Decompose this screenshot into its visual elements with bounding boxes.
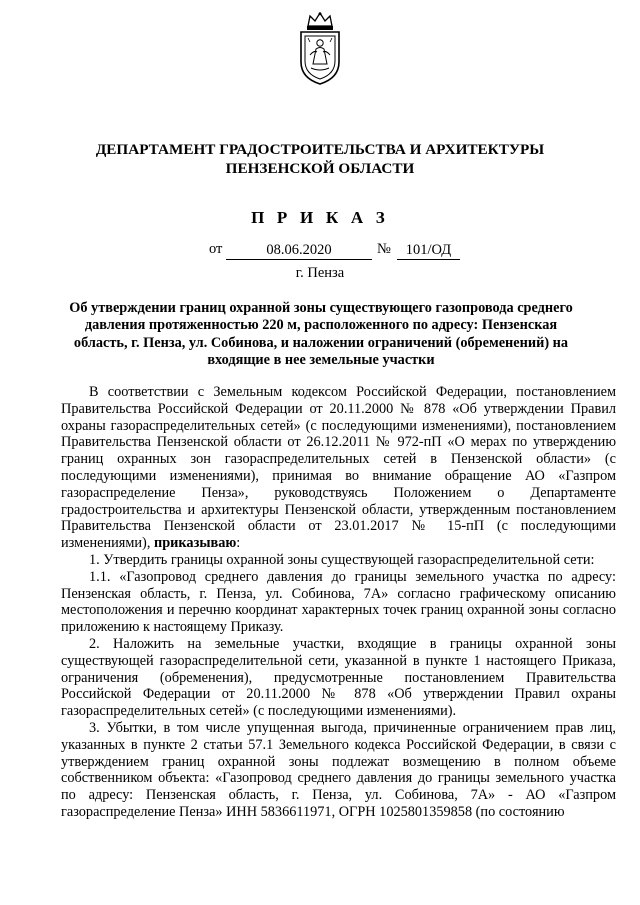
date-number-line bbox=[0, 241, 640, 263]
document-body bbox=[61, 384, 616, 821]
from-label: от bbox=[209, 241, 223, 257]
document-date: 08.06.2020 bbox=[226, 241, 372, 260]
paragraph-item-2: 2. Наложить на земельные участки, входящие в границы охранной зоны существующей газораспределительной сети, указанной в пункте 1 настоящего Приказа, ограничения (обременения), предусмотренные постановлением Правительства Российской Федерации от 20.11.2000 № 878 «Об утверждении Правил охраны газораспределительных сетей» (с последующими изменениями). bbox=[61, 635, 616, 720]
document-title: Об утверждении границ охранной зоны существующего газопровода среднего давления протяженностью 220 м, расположенного по адресу: Пензенская область, г. Пенза, ул. Собинова, и наложении ограничений (обременений) на входящие в нее земельные участки bbox=[69, 300, 573, 368]
department-line-1: ДЕПАРТАМЕНТ ГРАДОСТРОИТЕЛЬСТВА И АРХИТЕКТУРЫ bbox=[95, 141, 545, 158]
city: г. Пенза bbox=[295, 265, 345, 281]
order-keyword: приказываю bbox=[153, 535, 237, 552]
department-line-2: ПЕНЗЕНСКОЙ ОБЛАСТИ bbox=[225, 160, 415, 177]
document-type: П Р И К А З bbox=[251, 208, 389, 227]
department-name bbox=[0, 140, 640, 178]
paragraph-preamble bbox=[61, 384, 616, 552]
paragraph-item-1-1: 1.1. «Газопровод среднего давления до границы земельного участка по адресу: Пензенская область, г. Пенза, ул. Собинова, 7А» согласно графическому описанию местоположения и перечню координат характерных точек границ охранной зоны согласно приложению к настоящему Приказу. bbox=[61, 568, 616, 636]
number-label: № bbox=[377, 241, 391, 257]
coat-of-arms-icon bbox=[296, 12, 344, 86]
preamble-text: В соответствии с Земельным кодексом Российской Федерации, постановлением Правительства Российской Федерации от 20.11.2000 № 878 «Об утверждении Правил охраны газораспределительных сетей» (с последующими изменениями), постановлением Правительства Пензенской области от 26.12.2011 № 972-пП «О мерах по утверждению границ охранных зон газораспределительных сетей в Пензенской области» (с последующими изменениями), принимая во внимание обращение АО «Газпром газораспределение Пенза», руководствуясь Положением о Департаменте градостроительства и архитектуры Пензенской области, утвержденным постановлением Правительства Пензенской области от 23.01.2017 № 15-пП (с последующими изменениями), bbox=[61, 384, 616, 552]
preamble-end: : bbox=[236, 535, 241, 552]
paragraph-item-1: 1. Утвердить границы охранной зоны существующей газораспределительной сети: bbox=[89, 551, 595, 568]
document-number: 101/ОД bbox=[397, 241, 460, 260]
paragraph-item-3: 3. Убытки, в том числе упущенная выгода, причиненные ограничением прав лиц, указанных в пункте 2 статьи 57.1 Земельного кодекса Российской Федерации, в связи с утверждением границ охранной зоны подлежат возмещению в полном объеме собственником объекта: «Газопровод среднего давления до границы земельного участка по адресу: Пензенская область, г. Пенза, ул. Собинова, 7А» - АО «Газпром газораспределение Пенза» ИНН 5836611971, ОГРН 1025801359858 (по состоянию bbox=[61, 719, 616, 820]
